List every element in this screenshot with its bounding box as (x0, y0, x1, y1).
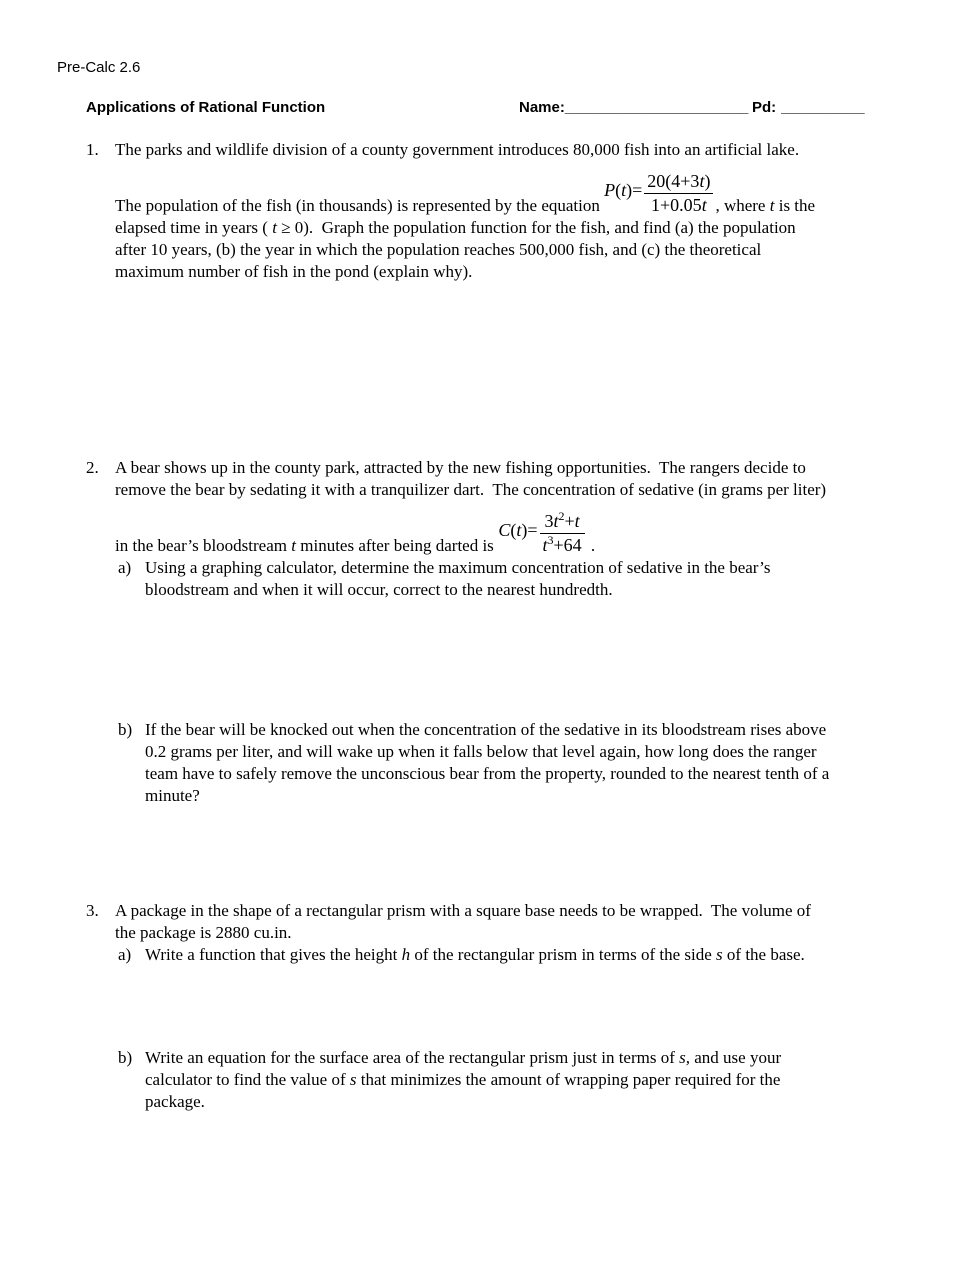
q3-part-b-label: b) (118, 1048, 133, 1067)
q3-part-a (115, 944, 936, 966)
q3-part-b-line-1: Write an equation for the surface area of the rectangular prism just in terms of s, and use your (145, 1048, 782, 1067)
q3-part-a-line-1: Write a function that gives the height h of the rectangular prism in terms of the side s of the base. (145, 945, 805, 964)
q2-part-a-line-1: Using a graphing calculator, determine the maximum concentration of sedative in the bear’s (145, 558, 771, 577)
name-blank-line: ______________________ (564, 99, 749, 116)
q2-part-b-line-3: team have to safely remove the unconscious bear from the property, rounded to the nearest tenth of a (145, 764, 830, 783)
pd-field (752, 98, 865, 118)
q1-line-1: The parks and wildlife division of a county government introduces 80,000 fish into an artificial lake. (115, 140, 800, 159)
q3-part-b (115, 1047, 935, 1113)
q2-part-b-line-4: minute? (145, 786, 200, 805)
q2-equation-line (115, 501, 936, 557)
q1-line-2-pre: The population of the fish (in thousands) is represented by the equation (115, 196, 605, 215)
q1-line-3: elapsed time in years ( t ≥ 0). Graph the population function for the fish, and find (a) the population (115, 218, 796, 237)
q3-part-a-label: a) (118, 945, 132, 964)
course-label: Pre-Calc 2.6 (57, 59, 141, 76)
equation-p-numerator: 20(4+3t) (644, 170, 713, 194)
q2-part-b-line-1: If the bear will be knocked out when the concentration of the sedative in its bloodstream rises above (145, 720, 827, 739)
equation-c-lhs: C(t)= (498, 520, 538, 540)
q1-line-4: after 10 years, (b) the year in which the population reaches 500,000 fish, and (c) the theoretical (115, 240, 762, 259)
q2-line-3-period: . (586, 536, 596, 555)
q3-part-b-line-3: package. (145, 1092, 205, 1111)
q2-line-2: remove the bear by sedating it with a tranquilizer dart. The concentration of sedative (in grams per liter) (115, 480, 827, 499)
equation-c-numerator: $3t^2+t$ (540, 510, 585, 534)
q2-part-a (115, 557, 936, 601)
q2-part-a-line-2: bloodstream and when it will occur, correct to the nearest hundredth. (145, 580, 613, 599)
equation-c-fraction (540, 510, 585, 557)
question-1-number: 1. (86, 140, 99, 159)
q2-part-a-label: a) (118, 558, 132, 577)
name-field (519, 98, 748, 118)
title-row (86, 98, 936, 120)
q2-line-1: A bear shows up in the county park, attracted by the new fishing opportunities. The rangers decide to (115, 458, 806, 477)
q1-equation-line (115, 161, 936, 217)
q1-line-5: maximum number of fish in the pond (explain why). (115, 262, 473, 281)
name-label: Name: (519, 99, 565, 116)
q2-line-3-pre: in the bear’s bloodstream t minutes after being darted is (115, 536, 494, 555)
pd-blank-line: __________ (781, 99, 865, 116)
question-1 (86, 139, 936, 283)
question-3-number: 3. (86, 901, 99, 920)
equation-p-denominator: 1+0.05t (651, 195, 707, 215)
q1-line-2-post: , where t is the (715, 196, 816, 215)
q2-part-b-line-2: 0.2 grams per liter, and will wake up when it falls below that level again, how long does the ranger (145, 742, 817, 761)
worksheet-title: Applications of Rational Function (86, 99, 326, 116)
equation-p-lhs: P(t)= (604, 180, 643, 200)
q2-part-b-label: b) (118, 720, 133, 739)
equation-c-denominator: $t^3+64$ (542, 533, 582, 555)
q3-part-b-line-2: calculator to find the value of s that minimizes the amount of wrapping paper required for the (145, 1070, 781, 1089)
q2-part-b (115, 719, 935, 807)
pd-label: Pd: (752, 99, 777, 116)
question-2 (86, 457, 936, 601)
q3-line-2: the package is 2880 cu.in. (115, 923, 292, 942)
equation-p-fraction (644, 170, 713, 217)
question-2-number: 2. (86, 458, 99, 477)
q3-line-1: A package in the shape of a rectangular prism with a square base needs to be wrapped. The volume of (115, 901, 811, 920)
question-3 (86, 900, 936, 966)
